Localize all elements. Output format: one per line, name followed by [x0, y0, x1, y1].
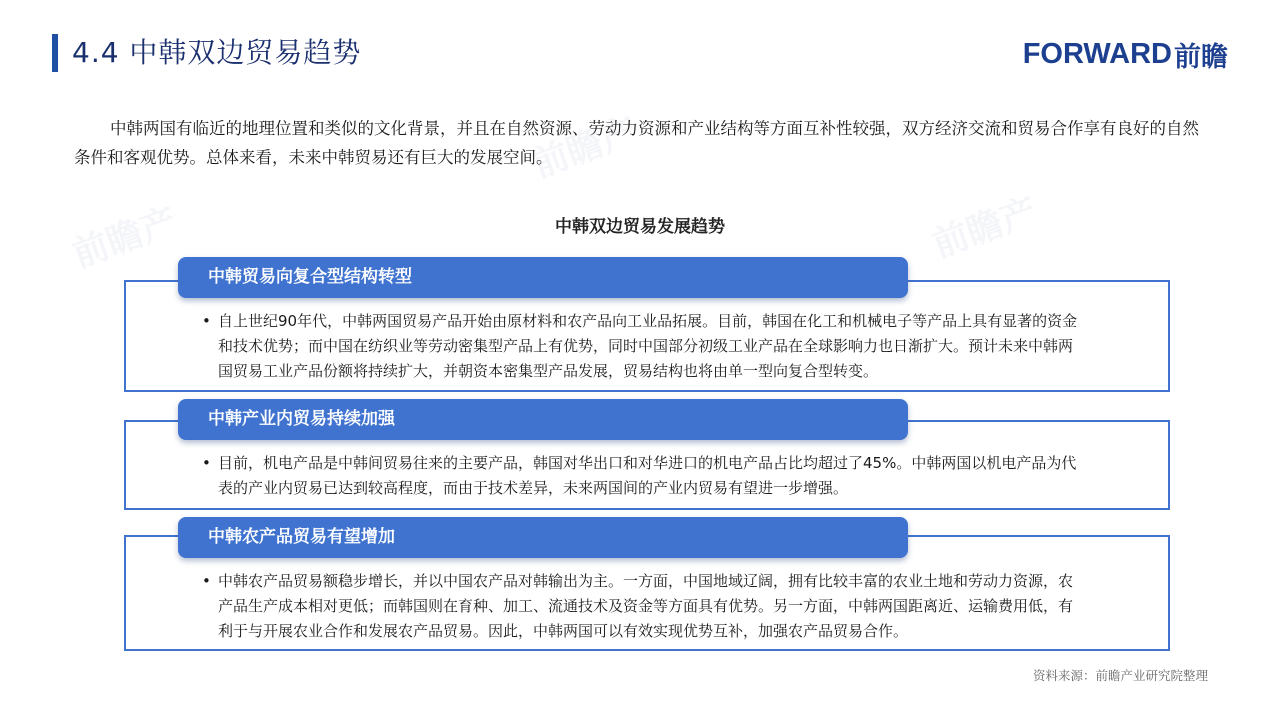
section-heading-1: 中韩贸易向复合型结构转型 — [178, 257, 908, 298]
diagram-title: 中韩双边贸易发展趋势 — [555, 217, 725, 237]
section-heading-3: 中韩农产品贸易有望增加 — [178, 517, 908, 558]
bullet-dot: • — [202, 572, 211, 590]
source-note: 资料来源：前瞻产业研究院整理 — [1032, 668, 1208, 683]
section-text-2 — [202, 451, 1082, 501]
section-body-1: 自上世纪90年代，中韩两国贸易产品开始由原材料和农产品向工业品拓展。目前，韩国在化工和机械电子等产品上具有显著的资金和技术优势；而中国在纺织业等劳动密集型产品上有优势，同时中国部分初级工业产品在全球影响力也日渐扩大。预计未来中韩两国贸易工业产品份额将持续扩大，并朝资本密集型产品发展，贸易结构也将由单一型向复合型转变。 — [218, 312, 1078, 380]
section-heading-2: 中韩产业内贸易持续加强 — [178, 399, 908, 440]
section-text-3 — [202, 569, 1082, 644]
section-body-3: 中韩农产品贸易额稳步增长，并以中国农产品对韩输出为主。一方面，中国地域辽阔，拥有比较丰富的农业土地和劳动力资源，农产品生产成本相对更低；而韩国则在育种、加工、流通技术及资金等方面具有优势。另一方面，中韩两国距离近、运输费用低，有利于与开展农业合作和发展农产品贸易。因此，中韩两国可以有效实现优势互补，加强农产品贸易合作。 — [218, 572, 1074, 640]
watermark: 前瞻产 — [527, 110, 643, 187]
watermark: 前瞻产 — [67, 200, 183, 277]
forward-logo — [1022, 37, 1228, 73]
bullet-dot: • — [202, 454, 211, 472]
title-accent-bar — [52, 34, 58, 72]
section-body-2: 目前，机电产品是中韩间贸易往来的主要产品，韩国对华出口和对华进口的机电产品占比均超过了45%。中韩两国以机电产品为代表的产业内贸易已达到较高程度，而由于技术差异，未来两国间的产业内贸易有望进一步增强。 — [218, 454, 1077, 497]
watermark: 前瞻产 — [927, 190, 1043, 267]
logo-text: FORWARD — [1022, 37, 1172, 70]
section-text-1 — [202, 309, 1082, 384]
intro-paragraph: 中韩两国有临近的地理位置和类似的文化背景，并且在自然资源、劳动力资源和产业结构等方面互补性较强，双方经济交流和贸易合作享有良好的自然条件和客观优势。总体来看，未来中韩贸易还有巨大的发展空间。 — [74, 119, 1199, 167]
bullet-dot: • — [202, 312, 211, 330]
page-title: 4.4 中韩双边贸易趋势 — [72, 36, 362, 69]
logo-cn-text: 前瞻 — [1174, 41, 1228, 73]
